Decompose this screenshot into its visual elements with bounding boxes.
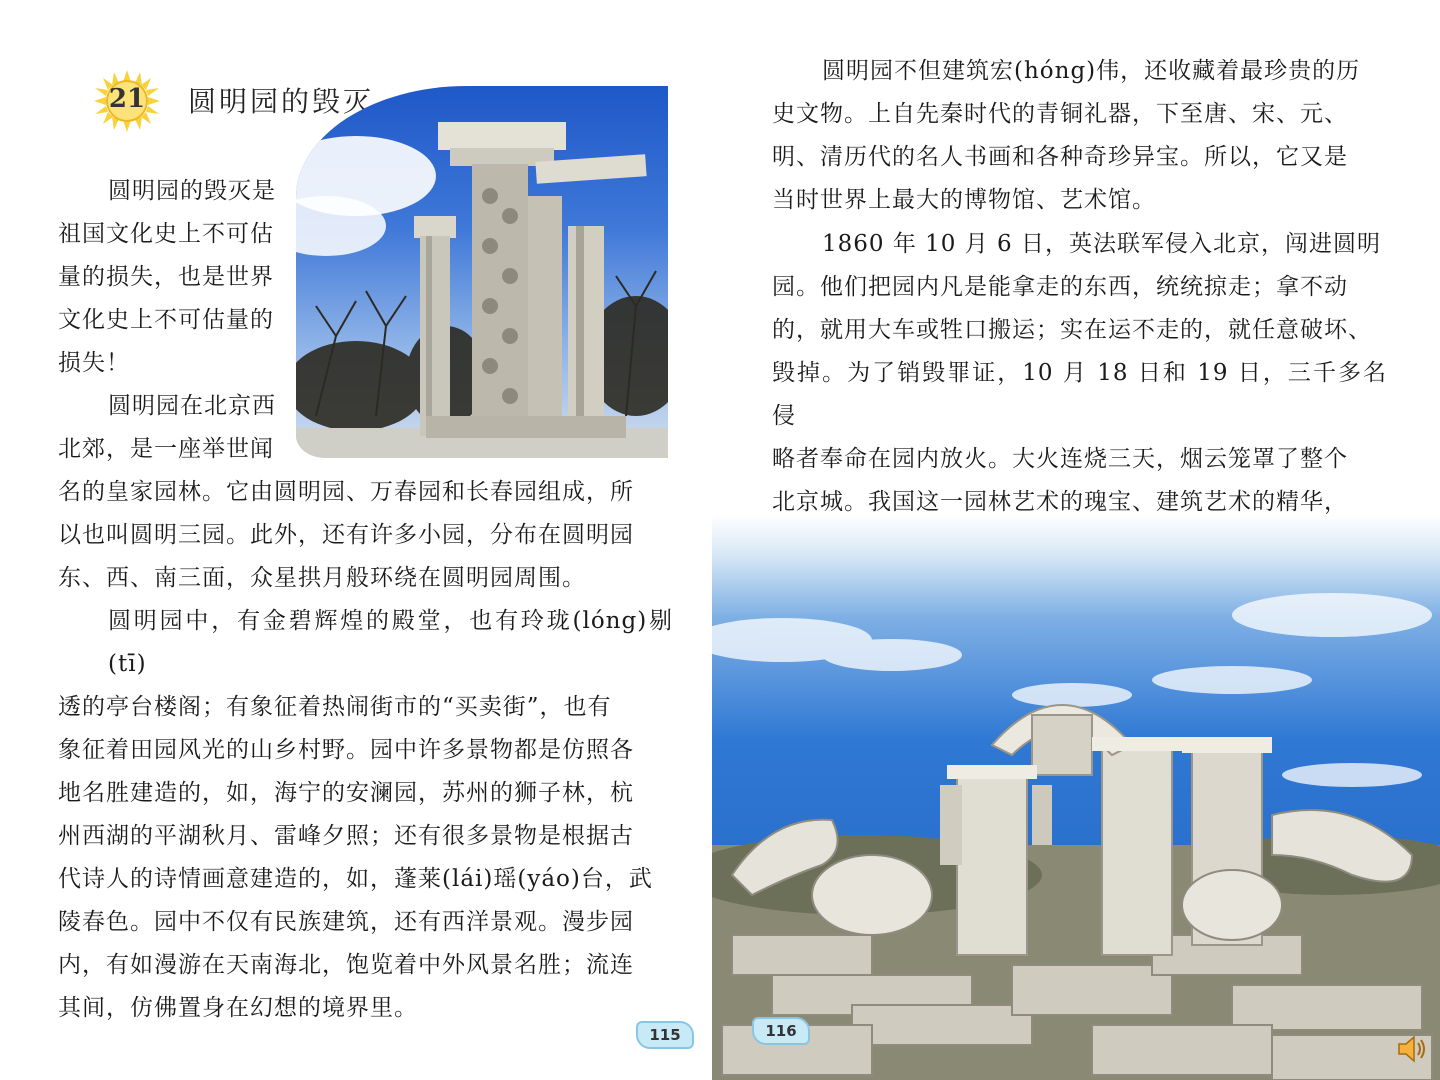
text-line: 祖国文化史上不可估 xyxy=(58,221,274,247)
text-line: 圆明园不但建筑宏(hóng)伟，还收藏着最珍贵的历 xyxy=(822,58,1361,84)
text-line: 以也叫圆明三园。此外，还有许多小园，分布在圆明园 xyxy=(58,522,634,548)
text-line: 略者奉命在园内放火。大火连烧三天，烟云笼罩了整个 xyxy=(772,446,1348,472)
paragraph-1 xyxy=(58,170,294,385)
ruins-photo-right xyxy=(712,515,1440,1080)
text-line: 地名胜建造的，如，海宁的安澜园，苏州的狮子林，杭 xyxy=(58,780,634,806)
text-line: 圆明园在北京西 xyxy=(108,393,276,419)
text-line: 名的皇家园林。它由圆明园、万春园和长春园组成，所 xyxy=(58,479,634,505)
lesson-badge xyxy=(94,70,160,132)
text-line: 圆明园的毁灭是 xyxy=(108,178,276,204)
text-line: 量的损失，也是世界 xyxy=(58,264,274,290)
text-line: 的，就用大车或牲口搬运；实在运不走的，就任意破坏、 xyxy=(772,317,1372,343)
right-page xyxy=(712,0,1440,1080)
text-line: 园。他们把园内凡是能拿走的东西，统统掠走；拿不动 xyxy=(772,274,1348,300)
text-line: 州西湖的平湖秋月、雷峰夕照；还有很多景物是根据古 xyxy=(58,823,634,849)
page-number-left: 115 xyxy=(636,1021,694,1049)
text-line: 明、清历代的名人书画和各种奇珍异宝。所以，它又是 xyxy=(772,144,1348,170)
text-line: 圆明园中，有金碧辉煌的殿堂，也有玲珑(lóng)剔(tī) xyxy=(108,608,673,677)
text-line: 损失！ xyxy=(58,350,130,376)
lesson-number: 21 xyxy=(108,84,146,114)
text-line: 代诗人的诗情画意建造的，如，蓬莱(lái)瑶(yáo)台，武 xyxy=(58,866,653,892)
paragraph-3 xyxy=(58,600,673,1030)
speaker-icon[interactable] xyxy=(1395,1032,1429,1066)
page-number-right: 116 xyxy=(752,1017,810,1045)
text-line: 透的亭台楼阁；有象征着热闹街市的“买卖街”，也有 xyxy=(58,694,612,720)
text-line: 东、西、南三面，众星拱月般环绕在圆明园周围。 xyxy=(58,565,586,591)
paragraph-2 xyxy=(58,385,673,600)
text-line: 当时世界上最大的博物馆、艺术馆。 xyxy=(772,187,1156,213)
text-line: 史文物。上自先秦时代的青铜礼器，下至唐、宋、元、 xyxy=(772,101,1348,127)
text-line: 1860 年 10 月 6 日，英法联军侵入北京，闯进圆明 xyxy=(822,231,1381,257)
paragraph-4 xyxy=(772,50,1387,222)
text-line: 其间，仿佛置身在幻想的境界里。 xyxy=(58,995,418,1021)
text-line: 内，有如漫游在天南海北，饱览着中外风景名胜；流连 xyxy=(58,952,634,978)
text-line: 北京城。我国这一园林艺术的瑰宝、建筑艺术的精华， xyxy=(772,489,1348,515)
text-line: 北郊，是一座举世闻 xyxy=(58,436,274,462)
text-line: 象征着田园风光的山乡村野。园中许多景物都是仿照各 xyxy=(58,737,634,763)
text-line: 陵春色。园中不仅有民族建筑，还有西洋景观。漫步园 xyxy=(58,909,634,935)
left-page xyxy=(0,0,718,1080)
lesson-title: 圆明园的毁灭 xyxy=(188,85,375,118)
text-line: 毁掉。为了销毁罪证，10 月 18 日和 19 日，三千多名侵 xyxy=(772,360,1387,429)
text-line: 文化史上不可估量的 xyxy=(58,307,274,333)
